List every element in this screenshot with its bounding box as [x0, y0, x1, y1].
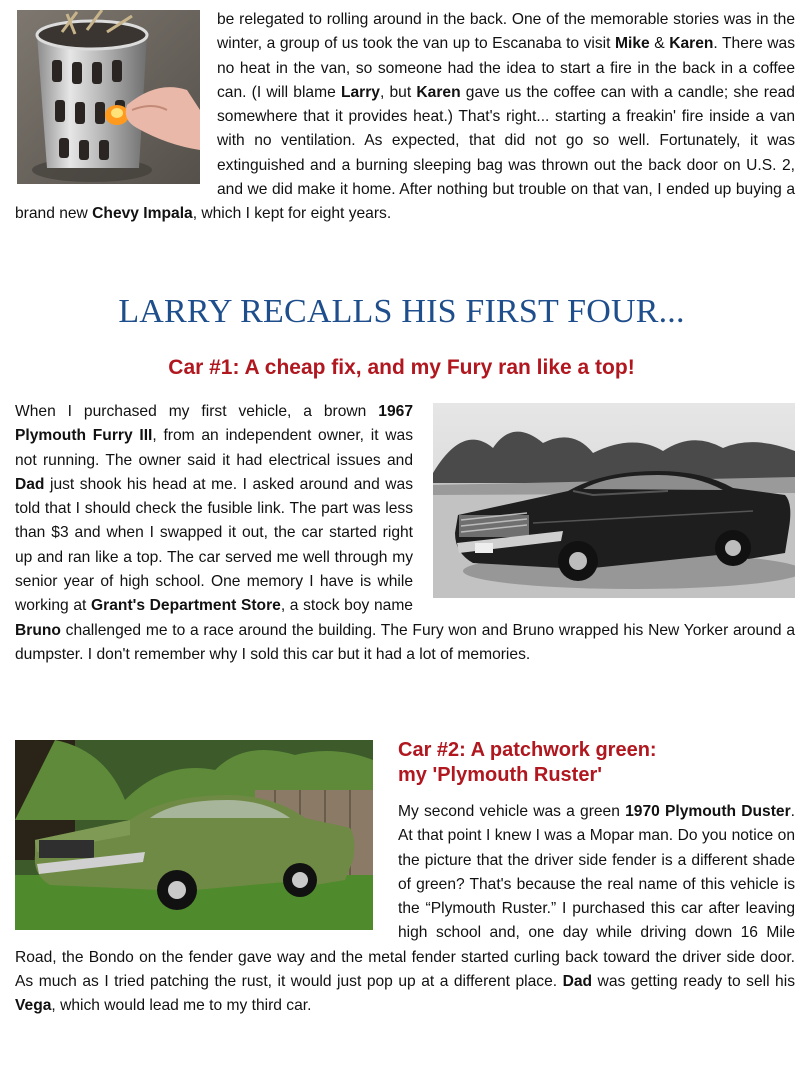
text-run: &: [649, 35, 670, 53]
bold-text-run: Dad: [562, 973, 593, 991]
section-heading: LARRY RECALLS HIS FIRST FOUR...: [118, 293, 685, 330]
text-run: , which I kept for eight years.: [192, 205, 392, 223]
bold-text-run: Dad: [15, 475, 45, 493]
car2-heading-line2: my 'Plymouth Ruster': [398, 764, 602, 786]
text-run: was getting ready to sell his: [592, 973, 795, 991]
car1-section: [15, 400, 795, 667]
bold-text-run: Chevy Impala: [92, 205, 193, 223]
text-run: challenged me to a race around the building. The Fury won and Bruno wrapped his New Yorker around a dumpster. I don't remember why I sold this car but it had a lot of memories.: [15, 621, 795, 663]
bold-text-run: Grant's Department Store: [91, 597, 281, 615]
text-run: . At that point I knew I was a Mopar man. Do you notice on the picture that the driver side fender is a different shade of green? That's because the real name of this vehicle is the “Plymouth Ruster.” I purchased this car after leaving high school and, one day while driving down 16 Mile Road, the Bondo on the fender gave way and the metal fender started curling back toward the driver side door. As much as I tried patching the rust, it would just pop up at a different place.: [15, 803, 795, 991]
text-run: just shook his head at me. I asked around and was told that I should check the fusible link. The part was less than $3 and when I swapped it out, the car started right up and ran like a top. The car served me well through my senior year of high school. One memory I have is while working at: [15, 475, 413, 615]
story-section-van: [15, 8, 795, 227]
text-run: . There was no heat in the van, so someone had the idea to start a fire in the back in a coffee can. (I will blame: [217, 35, 796, 101]
bold-text-run: 1970 Plymouth Duster: [625, 803, 791, 820]
bold-text-run: Larry: [340, 83, 380, 101]
car1-heading: Car #1: A cheap fix, and my Fury ran like a top!: [168, 356, 635, 379]
text-run: be relegated to rolling around in the back. One of the memorable stories was in the winter, a group of us took the van up to Escanaba to visit: [217, 11, 795, 53]
bold-text-run: Karen: [416, 83, 461, 101]
plymouth-duster-photo: [15, 740, 373, 930]
car2-section: [15, 738, 795, 1019]
bold-text-run: Vega: [15, 997, 52, 1015]
car2-heading-line1: Car #2: A patchwork green:: [398, 739, 657, 761]
text-run: When I purchased my first vehicle, a brown: [15, 403, 379, 420]
text-run: , which would lead me to my third car.: [51, 997, 312, 1015]
text-run: My second vehicle was a green: [398, 803, 626, 820]
coffee-can-photo: [17, 10, 200, 184]
bold-text-run: Mike: [615, 35, 650, 53]
plymouth-fury-photo: [433, 403, 795, 598]
text-run: , a stock boy name: [280, 597, 413, 615]
text-run: , but: [379, 83, 417, 101]
text-run: gave us the coffee can with a candle; she read somewhere that it provides heat.) That's right... starting a freakin' fire inside a van with no ventilation. As expected, that did not go so well. Fortunately, it was extinguished and a burning sleeping bag was thrown out the back door on U.S. 2, and we did make it home. After nothing but trouble on that van, I ended up buying a brand new: [15, 83, 795, 223]
text-run: , from an independent owner, it was not running. The owner said it had electrical issues and: [15, 427, 413, 469]
bold-text-run: Bruno: [15, 621, 61, 639]
bold-text-run: Karen: [669, 35, 714, 53]
bold-text-run: 1967 Plymouth Furry III: [15, 403, 413, 445]
